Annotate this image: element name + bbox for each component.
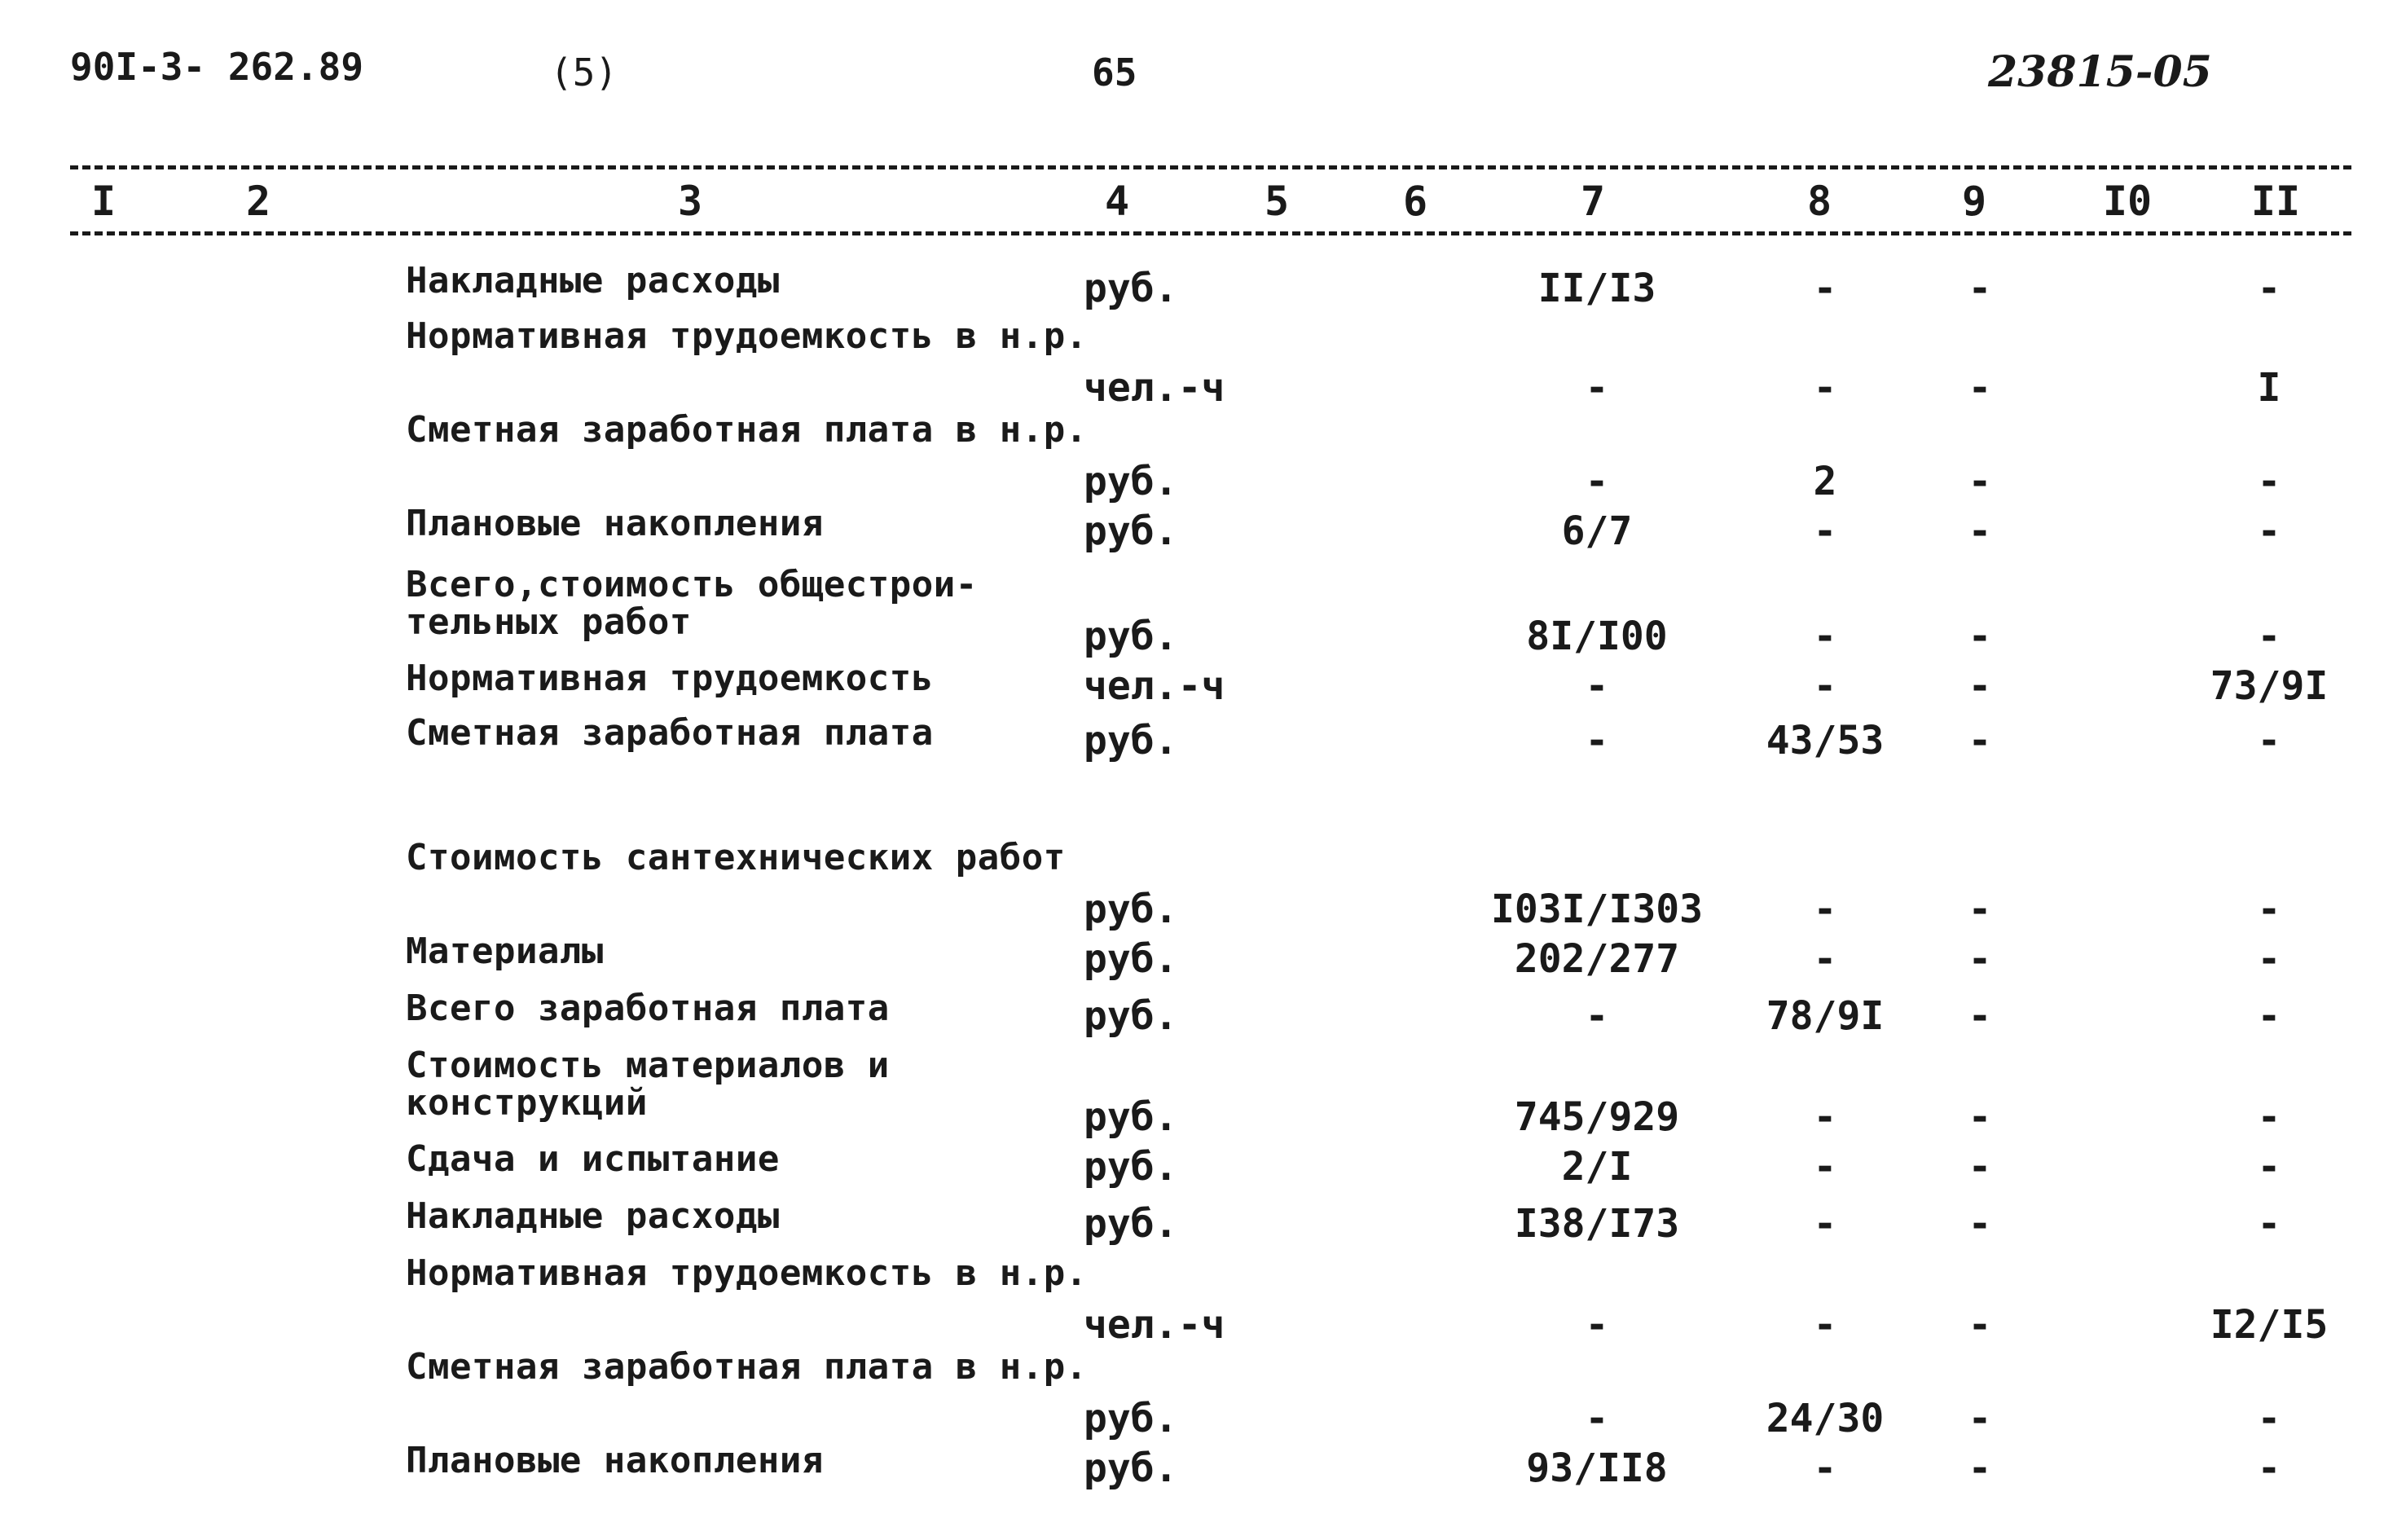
section-number: (5) [550,51,618,95]
cell-col-9: - [1968,718,1992,763]
row-unit: руб. [1084,1144,1178,1190]
cell-col-8: 24/30 [1766,1396,1885,1441]
cell-col-8: - [1813,663,1837,709]
column-header-2: 2 [245,178,271,225]
cell-col-8: 43/53 [1766,718,1885,763]
row-label: Сметная заработная плата в н.р. [406,409,1088,451]
cell-col-9: - [1968,1201,1992,1247]
cell-col-11: - [2257,614,2281,659]
row-label: Плановые накопления [406,1440,824,1481]
cell-col-11: 73/9I [2210,663,2329,709]
row-unit: чел.-ч [1084,1302,1225,1348]
cell-col-8: - [1813,936,1837,982]
row-unit: чел.-ч [1084,365,1225,411]
row-label: Стоимость материалов и конструкций [406,1045,890,1124]
cell-col-7: - [1585,993,1609,1039]
row-label: Нормативная трудоемкость в н.р. [406,315,1088,357]
column-header-10: I0 [2102,178,2153,225]
row-label: Всего,стоимость общестрои- тельных работ [406,564,978,643]
cell-col-8: - [1813,365,1837,411]
cell-col-7: I38/I73 [1514,1201,1680,1247]
cell-col-11: - [2257,718,2281,763]
cell-col-9: - [1968,1396,1992,1441]
row-unit: руб. [1084,936,1178,982]
column-header-8: 8 [1806,178,1832,225]
cell-col-7: - [1585,1396,1609,1441]
cell-col-11: - [2257,508,2281,554]
cell-col-8: - [1813,1302,1837,1348]
row-unit: руб. [1084,614,1178,659]
row-label: Всего заработная плата [406,988,890,1029]
cell-col-11: I [2257,365,2281,411]
cell-col-8: - [1813,1445,1837,1491]
cell-col-9: - [1968,1302,1992,1348]
row-unit: руб. [1084,718,1178,763]
row-label: Сдача и испытание [406,1138,780,1180]
cell-col-7: 8I/I00 [1526,614,1668,659]
row-unit: руб. [1084,887,1178,932]
cell-col-8: - [1813,1094,1837,1140]
cell-col-7: 745/929 [1514,1094,1680,1140]
header-top-rule [70,165,2351,169]
row-unit: руб. [1084,993,1178,1039]
cell-col-11: I2/I5 [2210,1302,2329,1348]
cell-col-7: - [1585,718,1609,763]
row-label: Нормативная трудоемкость в н.р. [406,1252,1088,1294]
cell-col-11: - [2257,993,2281,1039]
cell-col-8: - [1813,266,1837,311]
page-number: 65 [1092,51,1137,95]
cell-col-7: - [1585,459,1609,504]
cell-col-11: - [2257,887,2281,932]
column-header-3: 3 [677,178,703,225]
cell-col-7: 202/277 [1514,936,1680,982]
cell-col-9: - [1968,1445,1992,1491]
header-bottom-rule [70,231,2351,235]
column-header-9: 9 [1961,178,1987,225]
cell-col-11: - [2257,1201,2281,1247]
row-unit: руб. [1084,1396,1178,1441]
row-label: Плановые накопления [406,503,824,544]
cell-col-7: - [1585,365,1609,411]
cell-col-9: - [1968,993,1992,1039]
cell-col-11: - [2257,1094,2281,1140]
cell-col-9: - [1968,614,1992,659]
cell-col-9: - [1968,1094,1992,1140]
cell-col-8: - [1813,508,1837,554]
cell-col-7: 2/I [1561,1144,1633,1190]
cell-col-9: - [1968,365,1992,411]
row-unit: руб. [1084,1094,1178,1140]
row-unit: руб. [1084,459,1178,504]
cell-col-11: - [2257,1144,2281,1190]
row-unit: руб. [1084,1201,1178,1247]
row-label: Сметная заработная плата [406,712,934,754]
row-unit: руб. [1084,266,1178,311]
row-label: Материалы [406,931,604,972]
cell-col-7: 6/7 [1561,508,1633,554]
inventory-number: 23815-05 [1988,47,2212,97]
row-label: Нормативная трудоемкость [406,658,934,699]
row-unit: руб. [1084,1445,1178,1491]
document-code: 90I-3- 262.89 [70,45,364,89]
cell-col-9: - [1968,1144,1992,1190]
cell-col-8: - [1813,1201,1837,1247]
cell-col-9: - [1968,936,1992,982]
cell-col-9: - [1968,663,1992,709]
column-header-11: II [2250,178,2301,225]
column-header-4: 4 [1104,178,1130,225]
cell-col-9: - [1968,266,1992,311]
cell-col-9: - [1968,508,1992,554]
cell-col-11: - [2257,266,2281,311]
cell-col-11: - [2257,1396,2281,1441]
cell-col-8: 2 [1813,459,1837,504]
cell-col-7: I03I/I303 [1490,887,1704,932]
column-header-5: 5 [1264,178,1290,225]
row-label: Накладные расходы [406,1195,780,1237]
cell-col-7: II/I3 [1537,266,1656,311]
cell-col-7: - [1585,663,1609,709]
row-unit: руб. [1084,508,1178,554]
row-label: Стоимость сантехнических работ [406,837,1066,878]
cell-col-9: - [1968,459,1992,504]
cell-col-9: - [1968,887,1992,932]
cell-col-8: - [1813,1144,1837,1190]
cell-col-11: - [2257,459,2281,504]
cell-col-11: - [2257,1445,2281,1491]
row-label: Сметная заработная плата в н.р. [406,1346,1088,1388]
cell-col-7: - [1585,1302,1609,1348]
column-header-6: 6 [1402,178,1428,225]
column-header-1: I [90,178,117,225]
cell-col-8: - [1813,614,1837,659]
cell-col-11: - [2257,936,2281,982]
row-unit: чел.-ч [1084,663,1225,709]
cell-col-8: 78/9I [1766,993,1885,1039]
row-label: Накладные расходы [406,260,780,301]
cell-col-8: - [1813,887,1837,932]
column-header-7: 7 [1580,178,1606,225]
cell-col-7: 93/II8 [1526,1445,1668,1491]
